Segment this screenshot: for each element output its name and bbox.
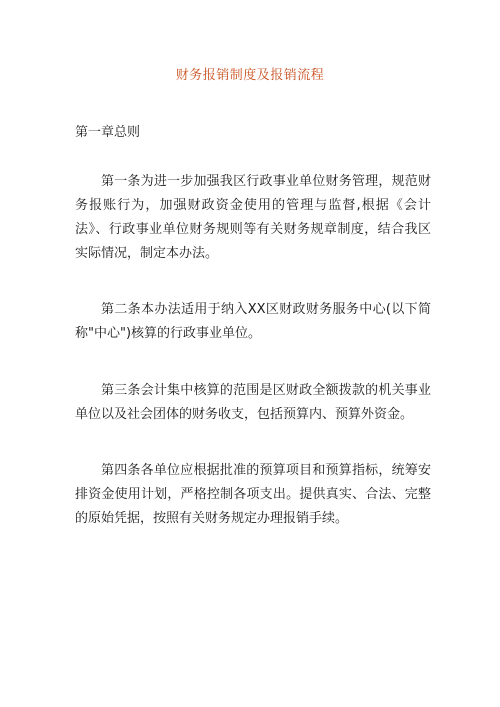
article-4-paragraph: 第四条各单位应根据批准的预算项目和预算指标，统筹安排资金使用计划，严格控制各项支出。提供真实、合法、完整的原始凭据，按照有关财务规定办理报销手续。 bbox=[75, 463, 431, 526]
chapter-heading: 第一章总则 bbox=[75, 125, 141, 140]
article-2-paragraph: 第二条本办法适用于纳入XX区财政财务服务中心(以下简称"中心")核算的行政事业单位。 bbox=[75, 302, 431, 341]
article-3-paragraph: 第三条会计集中核算的范围是区财政全额拨款的机关事业单位以及社会团体的财务收支，包括预算内、预算外资金。 bbox=[75, 383, 431, 422]
article-1-paragraph: 第一条为进一步加强我区行政事业单位财务管理，规范财务报账行为，加强财政资金使用的管理与监督,根据《会计法》、行政事业单位财务规则等有关财务规章制度，结合我区实际情况，制定本办法。 bbox=[75, 174, 431, 261]
document-title: 财务报销制度及报销流程 bbox=[175, 68, 325, 83]
